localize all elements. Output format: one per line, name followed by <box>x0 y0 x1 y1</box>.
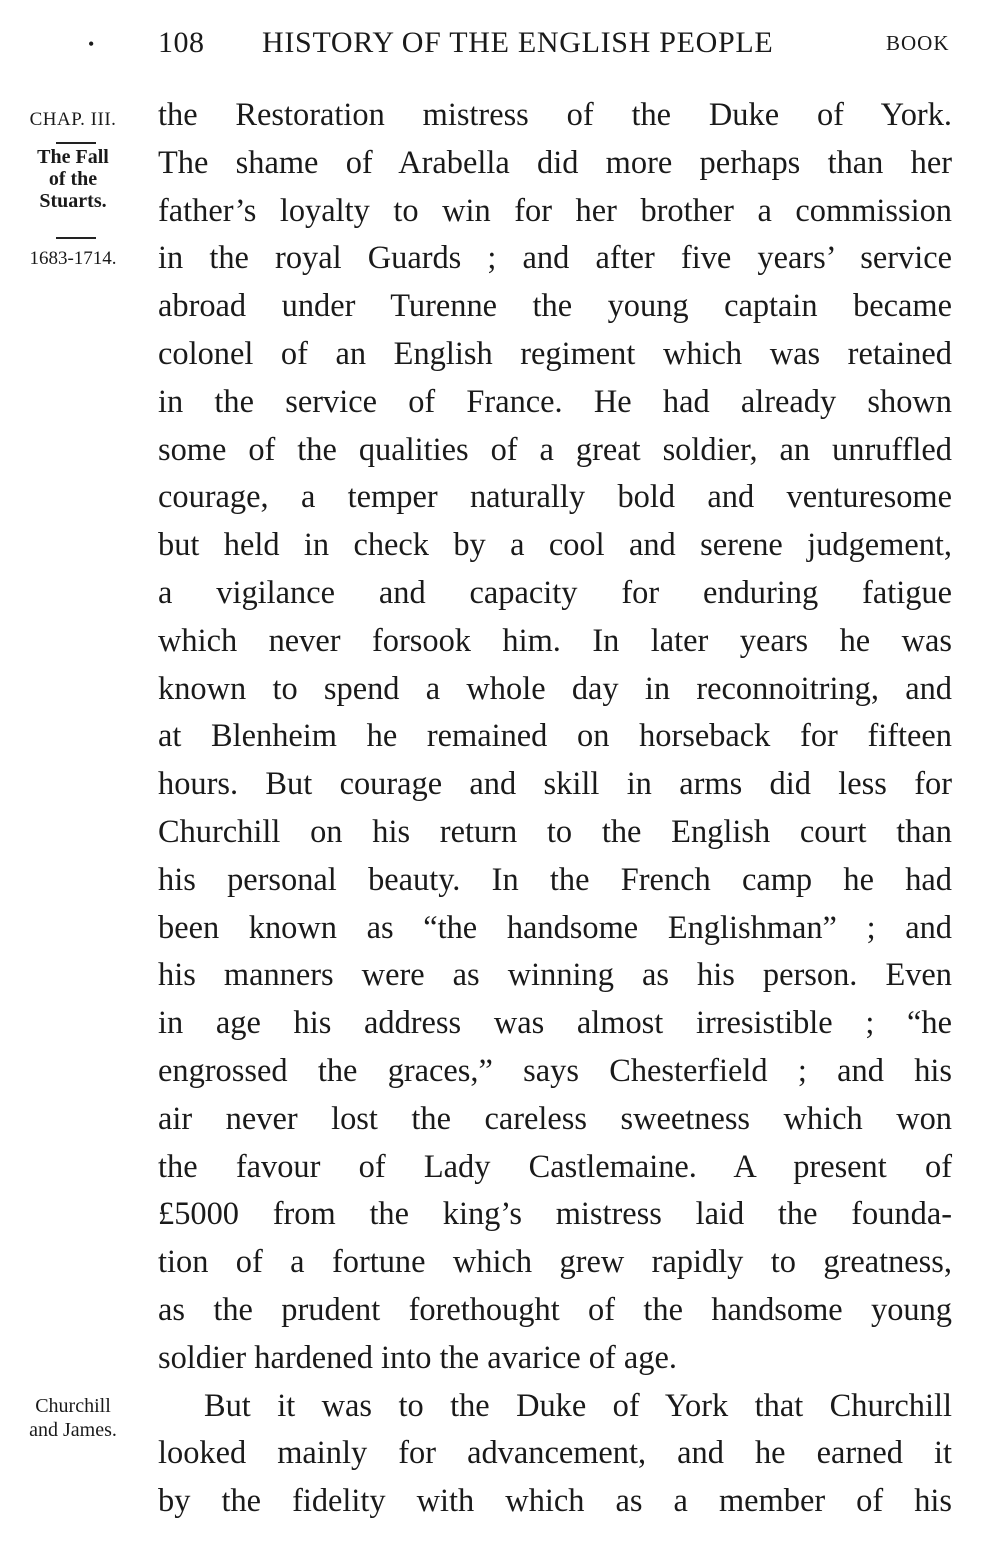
text-line: in age his address was almost irresistible ; “he <box>158 1005 952 1042</box>
header-mark: • <box>88 34 95 54</box>
text-line: some of the qualities of a great soldier, an unruffled <box>158 431 952 468</box>
section-title-line: The Fall <box>37 146 109 168</box>
date-range: 1683-1714. <box>29 248 117 269</box>
text-line: soldier hardened into the avarice of age. <box>158 1339 677 1376</box>
text-line: in the service of France. He had already shown <box>158 383 952 420</box>
text-line: father’s loyalty to win for her brother a commission <box>158 192 952 229</box>
text-line: looked mainly for advancement, and he earned it <box>158 1435 952 1472</box>
text-line: courage, a temper naturally bold and venturesome <box>158 479 952 516</box>
text-line: the favour of Lady Castlemaine. A present of <box>158 1148 952 1185</box>
running-title: HISTORY OF THE ENGLISH PEOPLE <box>262 26 774 59</box>
text-line: as the prudent forethought of the handsome young <box>158 1291 952 1328</box>
text-line: at Blenheim he remained on horseback for fifteen <box>158 718 952 755</box>
text-line: his manners were as winning as his person. Even <box>158 957 952 994</box>
side-note-line: Churchill <box>35 1395 111 1417</box>
margin-rule-top <box>56 142 96 144</box>
text-line: in the royal Guards ; and after five years’ service <box>158 240 952 277</box>
side-note <box>6 1394 140 1442</box>
running-header <box>0 18 1000 64</box>
side-note-line: and James. <box>29 1419 117 1441</box>
text-line: been known as “the handsome Englishman” ; and <box>158 909 952 946</box>
text-line: a vigilance and capacity for enduring fatigue <box>158 574 952 611</box>
text-line: £5000 from the king’s mistress laid the founda- <box>158 1196 952 1233</box>
text-line: air never lost the careless sweetness which won <box>158 1100 952 1137</box>
text-line: The shame of Arabella did more perhaps than her <box>158 144 952 181</box>
text-line: But it was to the Duke of York that Churchill <box>204 1387 952 1424</box>
text-line: his personal beauty. In the French camp he had <box>158 861 952 898</box>
text-line: hours. But courage and skill in arms did less for <box>158 766 952 803</box>
text-line: known to spend a whole day in reconnoitring, and <box>158 670 952 707</box>
running-book-label: BOOK <box>886 31 950 55</box>
text-line: abroad under Turenne the young captain became <box>158 288 952 325</box>
section-title <box>6 146 140 212</box>
text-line: Churchill on his return to the English court than <box>158 813 952 850</box>
text-line: by the fidelity with which as a member of his <box>158 1483 952 1520</box>
margin-rule-bottom <box>56 237 96 239</box>
text-line: the Restoration mistress of the Duke of York. <box>158 97 952 133</box>
text-line: but held in check by a cool and serene judgement, <box>158 527 952 564</box>
text-line: engrossed the graces,” says Chesterfield ; and his <box>158 1052 952 1089</box>
text-line: tion of a fortune which grew rapidly to greatness, <box>158 1244 952 1281</box>
text-line: colonel of an English regiment which was retained <box>158 335 952 372</box>
section-title-line: of the <box>48 168 98 190</box>
body-text <box>158 92 952 1526</box>
chapter-label: CHAP. III. <box>29 109 117 130</box>
section-title-line: Stuarts. <box>39 190 107 212</box>
page-number: 108 <box>158 26 205 59</box>
text-line: which never forsook him. In later years he was <box>158 622 952 659</box>
